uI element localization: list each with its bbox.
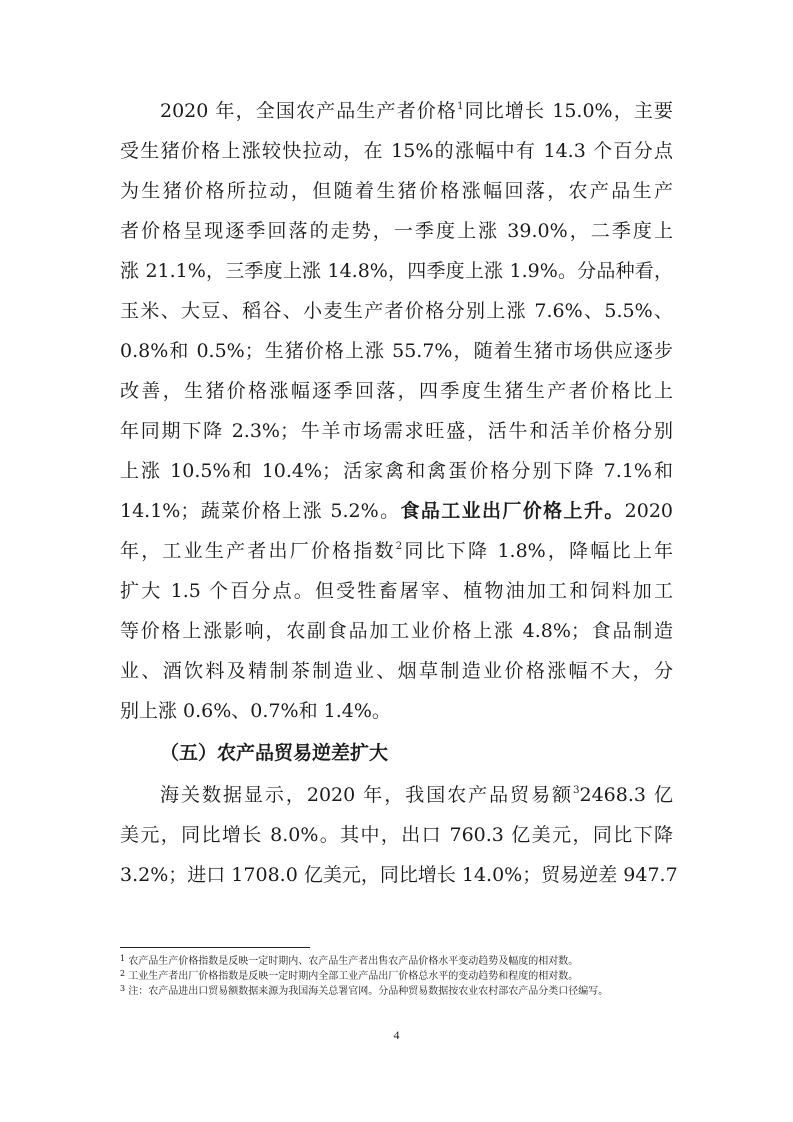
body-line-14: 等价格上涨影响，农副食品加工业价格上涨 4.8%；食品制造 xyxy=(120,620,673,642)
section-heading: （五）农产品贸易逆差扩大 xyxy=(160,742,389,764)
body-line-16: 别上涨 0.6%、0.7%和 1.4%。 xyxy=(120,700,391,722)
body-line-8: 改善，生猪价格涨幅逐季回落，四季度生猪生产者价格比上 xyxy=(120,380,673,402)
body-line-3: 为生猪价格所拉动，但随着生猪价格涨幅回落，农产品生产 xyxy=(120,180,673,202)
footnote-separator xyxy=(120,947,310,948)
inline-subheading: 食品工业出厂价格上升。 xyxy=(400,500,625,522)
footnote-2: $^2$ 工业生产者出厂价格指数是反映一定时期内全部工业产品出厂价格总水平的变动趋势和程度的相对数。 xyxy=(120,969,579,982)
body-line-2: 受生猪价格上涨较快拉动，在 15%的涨幅中有 14.3 个百分点 xyxy=(120,140,673,162)
body-line-4: 者价格呈现逐季回落的走势，一季度上涨 39.0%，二季度上 xyxy=(120,220,673,242)
body-line-5: 涨 21.1%，三季度上涨 14.8%，四季度上涨 1.9%。分品种看， xyxy=(120,260,673,282)
page-number: 4 xyxy=(393,1028,400,1042)
body-line-6: 玉米、大豆、稻谷、小麦生产者价格分别上涨 7.6%、5.5%、 xyxy=(120,300,673,322)
body-line-11: 14.1%；蔬菜价格上涨 5.2%。食品工业出厂价格上升。2020 xyxy=(120,500,673,522)
body-line-18: 美元，同比增长 8.0%。其中，出口 760.3 亿美元，同比下降 xyxy=(120,824,673,846)
body-line-17: 海关数据显示，2020 年，我国农产品贸易额$^3$2468.3 亿 xyxy=(160,784,673,806)
body-line-7: 0.8%和 0.5%；生猪价格上涨 55.7%，随着生猪市场供应逐步 xyxy=(120,340,673,362)
body-line-9: 年同期下降 2.3%；牛羊市场需求旺盛，活牛和活羊价格分别 xyxy=(120,420,673,442)
body-line-15: 业、酒饮料及精制茶制造业、烟草制造业价格涨幅不大，分 xyxy=(120,660,673,682)
footnote-ref-3[interactable]: 3 xyxy=(573,785,580,796)
body-line-1: 2020 年，全国农产品生产者价格$^1$同比增长 15.0%，主要 xyxy=(160,100,673,122)
footnote-ref-2[interactable]: 2 xyxy=(395,541,403,552)
body-line-12: 年，工业生产者出厂价格指数$^2$同比下降 1.8%，降幅比上年 xyxy=(120,540,673,562)
body-line-13: 扩大 1.5 个百分点。但受牲畜屠宰、植物油加工和饲料加工 xyxy=(120,580,673,602)
footnote-1: $^1$ 农产品生产价格指数是反映一定时期内、农产品生产者出售农产品价格水平变动趋势及幅度的相对数。 xyxy=(120,954,579,967)
body-line-19: 3.2%；进口 1708.0 亿美元，同比增长 14.0%；贸易逆差 947.7 xyxy=(120,864,678,886)
body-line-10: 上涨 10.5%和 10.4%；活家禽和禽蛋价格分别下降 7.1%和 xyxy=(120,460,673,482)
footnote-3: $^3$ 注：农产品进出口贸易额数据来源为我国海关总署官网。分品种贸易数据按农业农村部农产品分类口径编写。 xyxy=(120,984,609,997)
footnote-ref-1[interactable]: 1 xyxy=(457,101,464,112)
